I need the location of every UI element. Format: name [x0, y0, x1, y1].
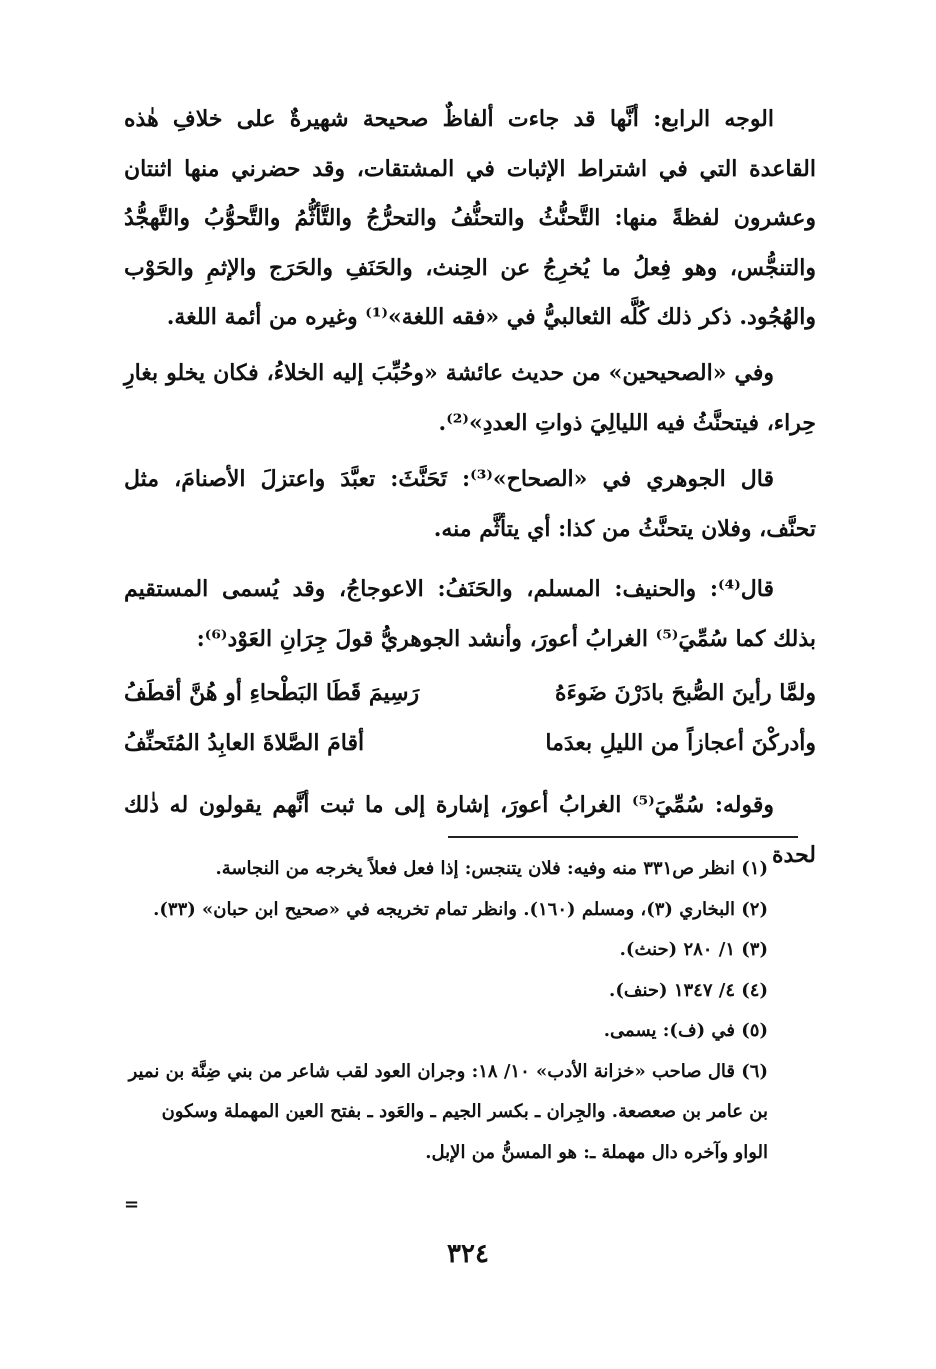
- paragraph-raven-explanation: وقوله: سُمِّيَ⁽⁵⁾ الغرابُ أعورَ، إشارة إلى ما ثبت أنَّهم يقولون له ذٰلك لحدة: [124, 792, 816, 868]
- footnote-separator: [448, 836, 798, 838]
- footnote-3: (٣) ١/ ٢٨٠ (حنث).: [619, 939, 768, 960]
- paragraph-hanif-definition: قال⁽⁴⁾: والحنيف: المسلم، والحَنَفُ: الاعوجاجُ، وقد يُسمى المستقيم بذلك كما سُمِّيَ⁽⁵⁾ الغرابُ أعورَ، وأنشد الجوهريُّ قولَ جِرَانِ العَوْد⁽⁶⁾:: [124, 576, 816, 652]
- poem-verse-2: [124, 718, 816, 768]
- paragraph-fourth-aspect: الوجه الرابع: أنَّها قد جاءت ألفاظٌ صحيحة شهيرةٌ على خلافِ هٰذه القاعدة التي في اشتراط الإثبات في المشتقات، وقد حضرني منها اثنتان وعشرون لفظةً منها: التَّحنُّثُ والتحنُّفُ والتحرُّجُ والتَّأثُّمُ والتَّحوُّبُ والتَّهجُّدُ والتنجُّس، وهو فِعلُ ما يُخرِجُ عن الحِنث، والحَنَفِ والحَرَج والإثمِ والحَوْب والهُجُود. ذكر ذلك كُلَّه الثعالبيُّ في «فقه اللغة»⁽¹⁾ وغيره من أئمة اللغة.: [124, 106, 816, 330]
- footnote-5: (٥) في (ف): يسمى.: [603, 1020, 768, 1041]
- footnote-continuation-mark: =: [124, 1194, 140, 1215]
- footnote-6: (٦) قال صاحب «خزانة الأدب» ١٠/ ١٨: وجران العود لقب شاعر من بني ضِنَّة بن نمير بن عامر بن صعصعة. والجِران ـ بكسر الجيم ـ والعَود ـ بفتح العين المهملة وسكون الواو وآخره دال مهملة ـ: هو المسنُّ من الإبل.: [128, 1060, 768, 1163]
- verse-2-first-hemistich: وأدركْنَ أعجازاً من الليلِ بعدَما: [545, 730, 816, 756]
- page-number: ٣٢٤: [447, 1239, 489, 1269]
- verse-1-second-hemistich: رَسِيمَ قَطَا البَطْحاءِ أو هُنَّ أقطَفُ: [124, 680, 420, 706]
- poem-verse-1: [124, 668, 816, 718]
- footnotes: [124, 849, 804, 1173]
- footnote-1: (١) انظر ص٣٣١ منه وفيه: فلان يتنجس: إذا فعل فعلاً يخرجه من النجاسة.: [215, 858, 768, 879]
- paragraph-jawhari-sihah: قال الجوهري في «الصحاح»⁽³⁾: تَحَنَّثَ: تعبَّدَ واعتزلَ الأصنامَ، مثل تحنَّف، وفلان يتحنَّثُ من كذا: أي يتأثَّم منه.: [124, 466, 816, 542]
- verse-2-second-hemistich: أقامَ الصَّلاةَ العابِدُ المُتَحنِّفُ: [124, 730, 365, 756]
- footnote-2: (٢) البخاري (٣)، ومسلم (١٦٠). وانظر تمام تخريجه في «صحيح ابن حبان» (٣٣).: [153, 898, 768, 920]
- paragraph-sahihayn-hadith: وفي «الصحيحين» من حديث عائشة «وحُبِّبَ إليه الخلاءُ، فكان يخلو بغارِ حِراء، فيتحنَّثُ فيه الليالِيَ ذواتِ العددِ»⁽²⁾.: [124, 360, 816, 436]
- footnote-4: (٤) ٤/ ١٣٤٧ (حنف).: [609, 979, 768, 1001]
- verse-1-first-hemistich: ولمَّا رأينَ الصُّبحَ بادَرْنَ ضَوءَهُ: [554, 680, 816, 706]
- poem-verses: [124, 668, 816, 768]
